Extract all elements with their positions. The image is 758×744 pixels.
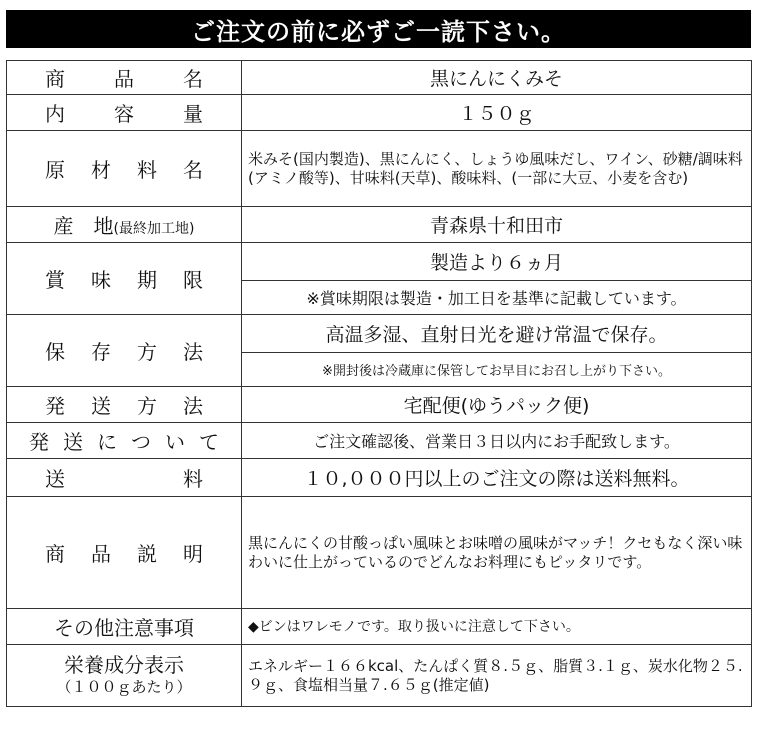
value-best-before-note: ※賞味期限は製造・加工日を基準に記載しています。 xyxy=(242,281,752,315)
label-nutrition xyxy=(7,645,242,707)
row-content-amount xyxy=(7,95,752,131)
value-storage: 高温多湿、直射日光を避け常温で保存。 xyxy=(242,315,752,353)
value-other-notes: ◆ビンはワレモノです。取り扱いに注意して下さい。 xyxy=(242,609,752,645)
value-origin: 青森県十和田市 xyxy=(242,207,752,243)
row-shipping-fee xyxy=(7,459,752,497)
row-origin xyxy=(7,207,752,243)
row-about-shipping xyxy=(7,423,752,459)
product-spec-table xyxy=(6,60,752,707)
value-ingredients: 米みそ(国内製造)、黒にんにく、しょうゆ風味だし、ワイン、砂糖/調味料(アミノ酸等)、甘味料(天草)、酸味料、(一部に大豆、小麦を含む) xyxy=(242,131,752,207)
value-nutrition: エネルギー１６６kcal、たんぱく質８.５ｇ、脂質３.１ｇ、炭水化物２５.９ｇ、食塩相当量７.６５ｇ(推定値) xyxy=(242,645,752,707)
label-nutrition-main: 栄養成分表示 xyxy=(64,652,184,677)
label-nutrition-sub: （１００ｇあたり） xyxy=(56,677,192,696)
label-other-notes: その他注意事項 xyxy=(7,609,242,645)
notice-banner-text: ご注文の前に必ずご一読下さい。 xyxy=(191,17,566,46)
label-description: 商 品 説 明 xyxy=(7,497,242,609)
value-shipping-method: 宅配便(ゆうパック便) xyxy=(242,387,752,423)
label-best-before: 賞 味 期 限 xyxy=(7,243,242,315)
label-ingredients: 原 材 料 名 xyxy=(7,131,242,207)
label-shipping-fee: 送 料 xyxy=(7,459,242,497)
value-product-name: 黒にんにくみそ xyxy=(242,61,752,95)
notice-banner xyxy=(6,10,751,48)
value-storage-note: ※開封後は冷蔵庫に保管してお早目にお召し上がり下さい。 xyxy=(242,353,752,387)
label-origin: 産 地(最終加工地) xyxy=(7,207,242,243)
label-storage: 保 存 方 法 xyxy=(7,315,242,387)
label-shipping-method: 発 送 方 法 xyxy=(7,387,242,423)
row-best-before xyxy=(7,243,752,281)
label-product-name: 商 品 名 xyxy=(7,61,242,95)
row-description xyxy=(7,497,752,609)
row-other-notes xyxy=(7,609,752,645)
label-content-amount: 内 容 量 xyxy=(7,95,242,131)
row-ingredients xyxy=(7,131,752,207)
value-about-shipping: ご注文確認後、営業日３日以内にお手配致します。 xyxy=(242,423,752,459)
row-product-name xyxy=(7,61,752,95)
label-about-shipping: 発 送 に つ い て xyxy=(7,423,242,459)
row-nutrition xyxy=(7,645,752,707)
value-best-before: 製造より６ヵ月 xyxy=(242,243,752,281)
row-shipping-method xyxy=(7,387,752,423)
value-shipping-fee: １０,０００円以上のご注文の際は送料無料。 xyxy=(242,459,752,497)
value-content-amount: １５０ｇ xyxy=(242,95,752,131)
row-storage xyxy=(7,315,752,353)
value-description: 黒にんにくの甘酸っぱい風味とお味噌の風味がマッチ！クセもなく深い味わいに仕上がっているのでどんなお料理にもピッタリです。 xyxy=(242,497,752,609)
